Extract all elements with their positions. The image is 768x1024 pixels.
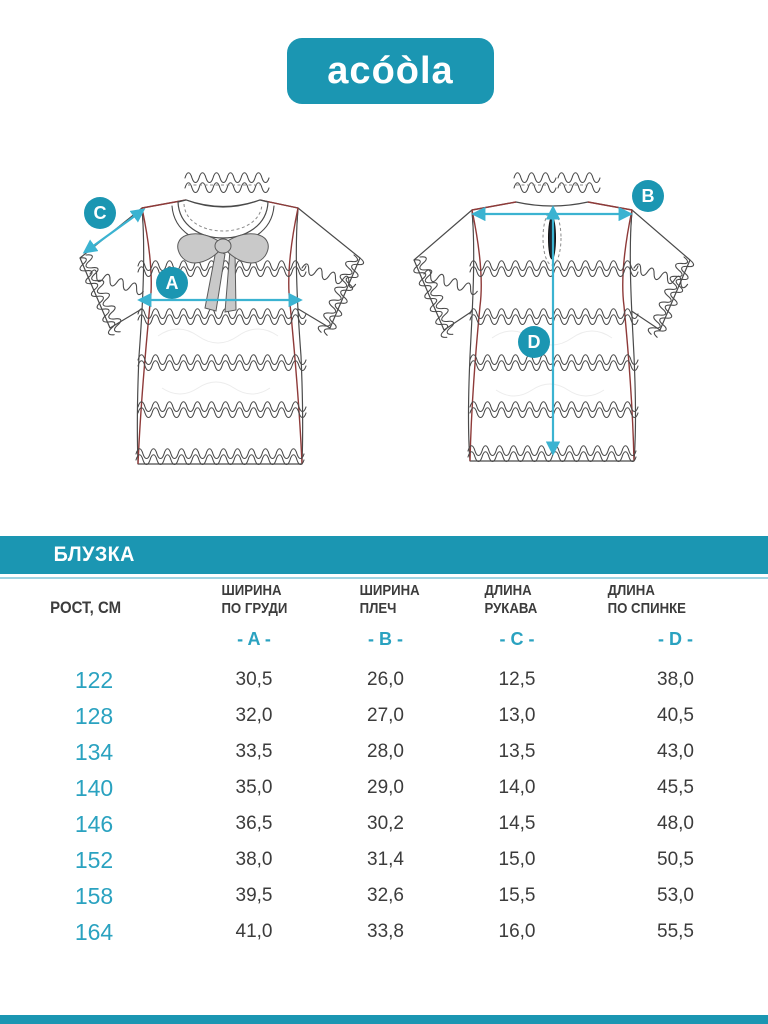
table-row xyxy=(0,914,768,950)
table-letter-row xyxy=(0,626,768,652)
table-row xyxy=(0,698,768,734)
chest-value: 39,5 xyxy=(235,885,273,906)
measure-badge-c-letter: C xyxy=(93,203,107,223)
sleeve-value: 15,0 xyxy=(498,849,536,870)
shoulder-value: 28,0 xyxy=(367,741,404,762)
chest-value: 30,5 xyxy=(235,669,273,690)
footer-bar xyxy=(0,1015,768,1024)
measure-badge-d-letter: D xyxy=(527,332,541,352)
brand-logo-text: acóòla xyxy=(327,49,454,92)
chest-value: 41,0 xyxy=(235,921,273,942)
chest-value: 33,5 xyxy=(235,741,273,762)
size-table xyxy=(0,582,768,950)
back-length-value: 48,0 xyxy=(657,813,694,834)
chest-value: 38,0 xyxy=(235,849,273,870)
column-header-chest: ШИРИНА ПО ГРУДИ xyxy=(221,582,288,617)
table-rows xyxy=(0,662,768,950)
sleeve-value: 15,5 xyxy=(498,885,536,906)
shoulder-value: 33,8 xyxy=(367,921,404,942)
sleeve-value: 12,5 xyxy=(498,669,536,690)
table-row xyxy=(0,662,768,698)
section-band xyxy=(0,536,768,574)
column-header-height: РОСТ, СМ xyxy=(50,598,122,617)
measure-badge-a-letter: A xyxy=(165,273,179,293)
sleeve-value: 14,5 xyxy=(498,813,536,834)
chest-value: 35,0 xyxy=(235,777,273,798)
shoulder-value: 30,2 xyxy=(367,813,404,834)
ruffle-stand-collar xyxy=(514,173,556,183)
letter-label-a: - A - xyxy=(237,628,271,649)
column-header-back-length: ДЛИНА ПО СПИНКЕ xyxy=(607,582,686,617)
blouse-back-view-drawing xyxy=(396,156,711,501)
column-header-sleeve: ДЛИНА РУКАВА xyxy=(484,582,538,617)
table-row xyxy=(0,842,768,878)
letter-label-b: - B - xyxy=(368,628,403,649)
ruffle-stand-collar xyxy=(558,183,600,193)
size-value: 152 xyxy=(74,846,114,873)
ruffle-stand-collar xyxy=(514,183,556,193)
shoulder-value: 27,0 xyxy=(367,705,404,726)
brand-logo xyxy=(287,38,494,104)
size-value: 146 xyxy=(74,810,114,837)
back-length-value: 45,5 xyxy=(657,777,694,798)
size-value: 140 xyxy=(74,774,114,801)
table-header-row xyxy=(0,582,768,618)
size-value: 134 xyxy=(74,738,114,765)
blouse-front-view-drawing xyxy=(58,156,388,501)
sleeve-value: 13,5 xyxy=(498,741,536,762)
shoulder-value: 32,6 xyxy=(367,885,404,906)
ruffle-stand-collar xyxy=(185,173,269,183)
back-length-value: 38,0 xyxy=(657,669,694,690)
chest-value: 32,0 xyxy=(235,705,273,726)
column-header-shoulder: ШИРИНА ПЛЕЧ xyxy=(359,582,420,617)
shoulder-value: 26,0 xyxy=(367,669,404,690)
bow-knot xyxy=(215,239,231,253)
shoulder-value: 31,4 xyxy=(367,849,404,870)
back-length-value: 53,0 xyxy=(657,885,694,906)
chest-value: 36,5 xyxy=(235,813,273,834)
back-length-value: 40,5 xyxy=(657,705,694,726)
table-row xyxy=(0,734,768,770)
size-value: 164 xyxy=(74,918,114,945)
letter-label-d: - D - xyxy=(658,628,693,649)
shoulder-value: 29,0 xyxy=(367,777,404,798)
section-title: БЛУЗКА xyxy=(53,543,135,566)
ruffle-stand-collar xyxy=(558,173,600,183)
sleeve-value: 14,0 xyxy=(498,777,536,798)
band-underline xyxy=(0,577,768,579)
table-row xyxy=(0,770,768,806)
back-length-value: 43,0 xyxy=(657,741,694,762)
size-value: 128 xyxy=(74,702,114,729)
size-value: 158 xyxy=(74,882,114,909)
measure-badge-b-letter: B xyxy=(641,186,655,206)
sleeve-value: 16,0 xyxy=(498,921,536,942)
ruffle-stand-collar xyxy=(185,183,269,193)
back-length-value: 50,5 xyxy=(657,849,694,870)
size-value: 122 xyxy=(74,666,114,693)
back-length-value: 55,5 xyxy=(657,921,694,942)
table-row xyxy=(0,806,768,842)
table-row xyxy=(0,878,768,914)
sleeve-value: 13,0 xyxy=(498,705,536,726)
letter-label-c: - C - xyxy=(499,628,535,649)
